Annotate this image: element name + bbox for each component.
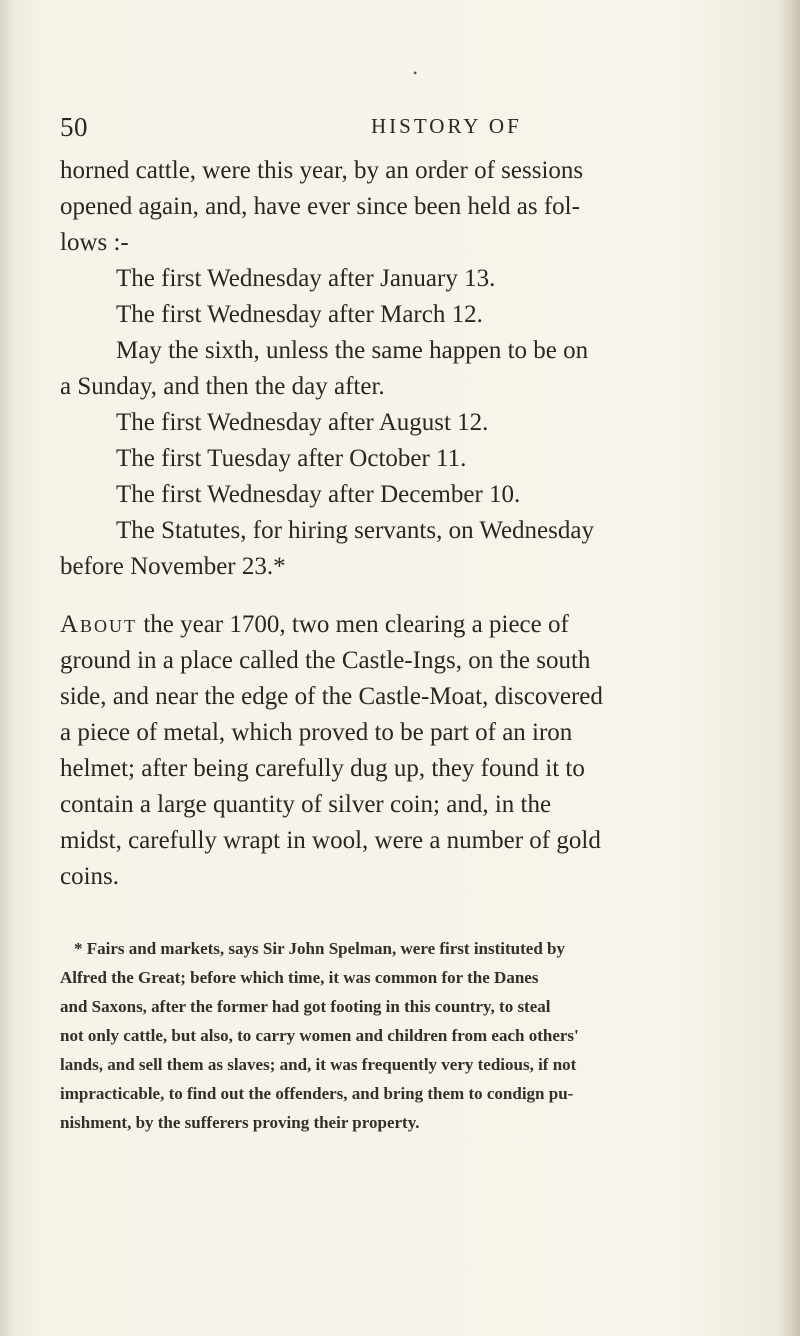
page-gutter-shadow xyxy=(0,0,14,1336)
text-line: horned cattle, were this year, by an order of sessions xyxy=(60,157,584,184)
schedule-item: May the sixth, unless the same happen to be on xyxy=(116,337,589,364)
text-line: midst, carefully wrapt in wool, were a number of gold xyxy=(60,827,601,854)
footnote-line: lands, and sell them as slaves; and, it was frequently very tedious, if not xyxy=(60,1055,577,1074)
text-line: ground in a place called the Castle-Ings, on the south xyxy=(60,647,591,674)
small-caps-lead: About xyxy=(60,611,138,638)
ornament-mark: • xyxy=(413,66,418,80)
running-head: HISTORY OF xyxy=(371,114,522,138)
text-run: the year 1700, two men clearing a piece of xyxy=(137,611,569,638)
text-line: helmet; after being carefully dug up, they found it to xyxy=(60,755,585,782)
footnote-line: * Fairs and markets, says Sir John Spelman, were first instituted by xyxy=(74,939,565,958)
paragraph-start xyxy=(60,610,569,640)
text-line: lows :- xyxy=(60,229,129,256)
text-line: side, and near the edge of the Castle-Moat, discovered xyxy=(60,683,603,710)
footnote-line: nishment, by the sufferers proving their property. xyxy=(60,1113,420,1132)
footnote-line: and Saxons, after the former had got footing in this country, to steal xyxy=(60,997,551,1016)
text-line: contain a large quantity of silver coin; and, in the xyxy=(60,791,552,818)
text-line: coins. xyxy=(60,863,120,890)
schedule-item: The first Wednesday after January 13. xyxy=(116,265,496,292)
page-edge-shadow xyxy=(778,0,800,1336)
schedule-item: The Statutes, for hiring servants, on Wednesday xyxy=(116,517,594,544)
page-number: 50 xyxy=(60,112,88,142)
footnote-line: impracticable, to find out the offenders, and bring them to condign pu- xyxy=(60,1084,574,1103)
schedule-item: The first Wednesday after March 12. xyxy=(116,301,483,328)
text-line: opened again, and, have ever since been held as fol- xyxy=(60,193,580,220)
schedule-item: The first Wednesday after August 12. xyxy=(116,409,489,436)
text-line: a Sunday, and then the day after. xyxy=(60,373,385,400)
schedule-item: The first Wednesday after December 10. xyxy=(116,481,521,508)
schedule-item: The first Tuesday after October 11. xyxy=(116,445,467,472)
text-line: a piece of metal, which proved to be part of an iron xyxy=(60,719,573,746)
page-header xyxy=(60,112,700,142)
footnote-line: Alfred the Great; before which time, it was common for the Danes xyxy=(60,968,539,987)
footnote-line: not only cattle, but also, to carry women and children from each others' xyxy=(60,1026,579,1045)
text-line: before November 23.* xyxy=(60,553,286,580)
